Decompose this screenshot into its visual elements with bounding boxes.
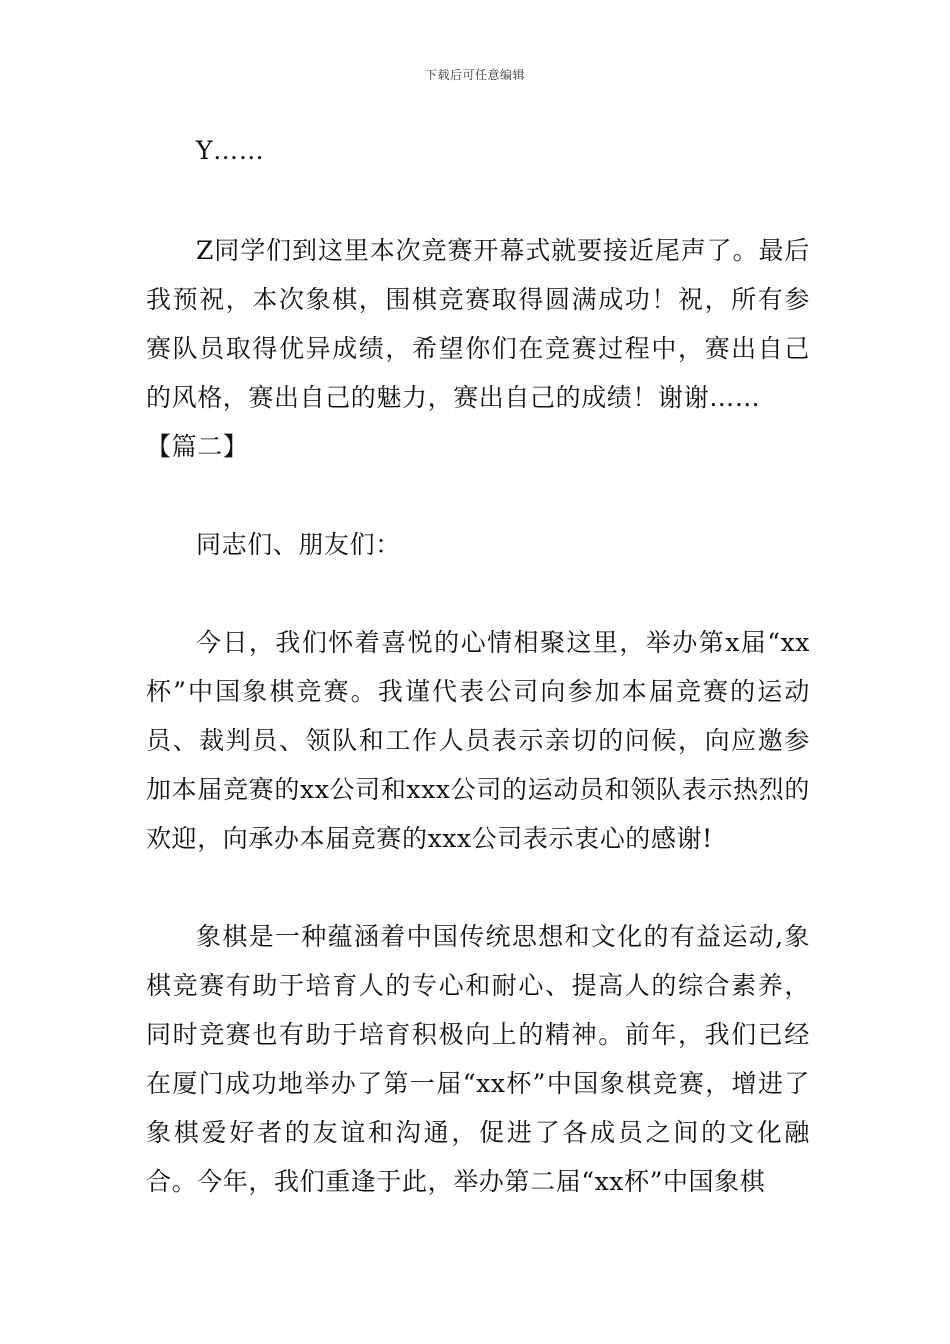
paragraph-gap [146, 471, 810, 520]
paragraph-salutation: 同志们、朋友们： [196, 530, 401, 559]
page-header-note: 下载后可任意编辑 [424, 68, 525, 82]
paragraph-welcome: 今日，我们怀着喜悦的心情相聚这里，举办第x届“xx杯”中国象棋竞赛。我谨代表公司向参加本届竞赛的运动员、裁判员、领队和工作人员表示亲切的问候，向应邀参加本届竞赛的xx公司和xxx公司的运动员和领队表示热烈的欢迎，向承办本届竞赛的xxx公司表示衷心的感谢! [146, 628, 810, 853]
section-heading-part-two: 【篇二】 [146, 432, 249, 461]
paragraph-gap [146, 175, 810, 226]
paragraph-ellipsis: Y…… [196, 136, 265, 165]
paragraph-chess-significance: 象棋是一种蕴涵着中国传统思想和文化的有益运动,象棋竞赛有助于培育人的专心和耐心、提高人的综合素养，同时竞赛也有助于培育积极向上的精神。前年，我们已经在厦门成功地举办了第一届“xx杯”中国象棋竞赛，增进了象棋爱好者的友谊和沟通，促进了各成员之间的文化融合。今年，我们重逢于此，举办第二届“xx杯”中国象棋 [146, 922, 810, 1196]
paragraph-gap [146, 569, 810, 618]
paragraph-gap [146, 863, 810, 912]
paragraph-closing-remarks: Z同学们到这里本次竞赛开幕式就要接近尾声了。最后我预祝，本次象棋，围棋竞赛取得圆满成功！祝，所有参赛队员取得优异成绩，希望你们在竞赛过程中，赛出自己的风格，赛出自己的魅力，赛出自己的成绩！谢谢…… [146, 236, 810, 412]
document-body [146, 126, 810, 1206]
